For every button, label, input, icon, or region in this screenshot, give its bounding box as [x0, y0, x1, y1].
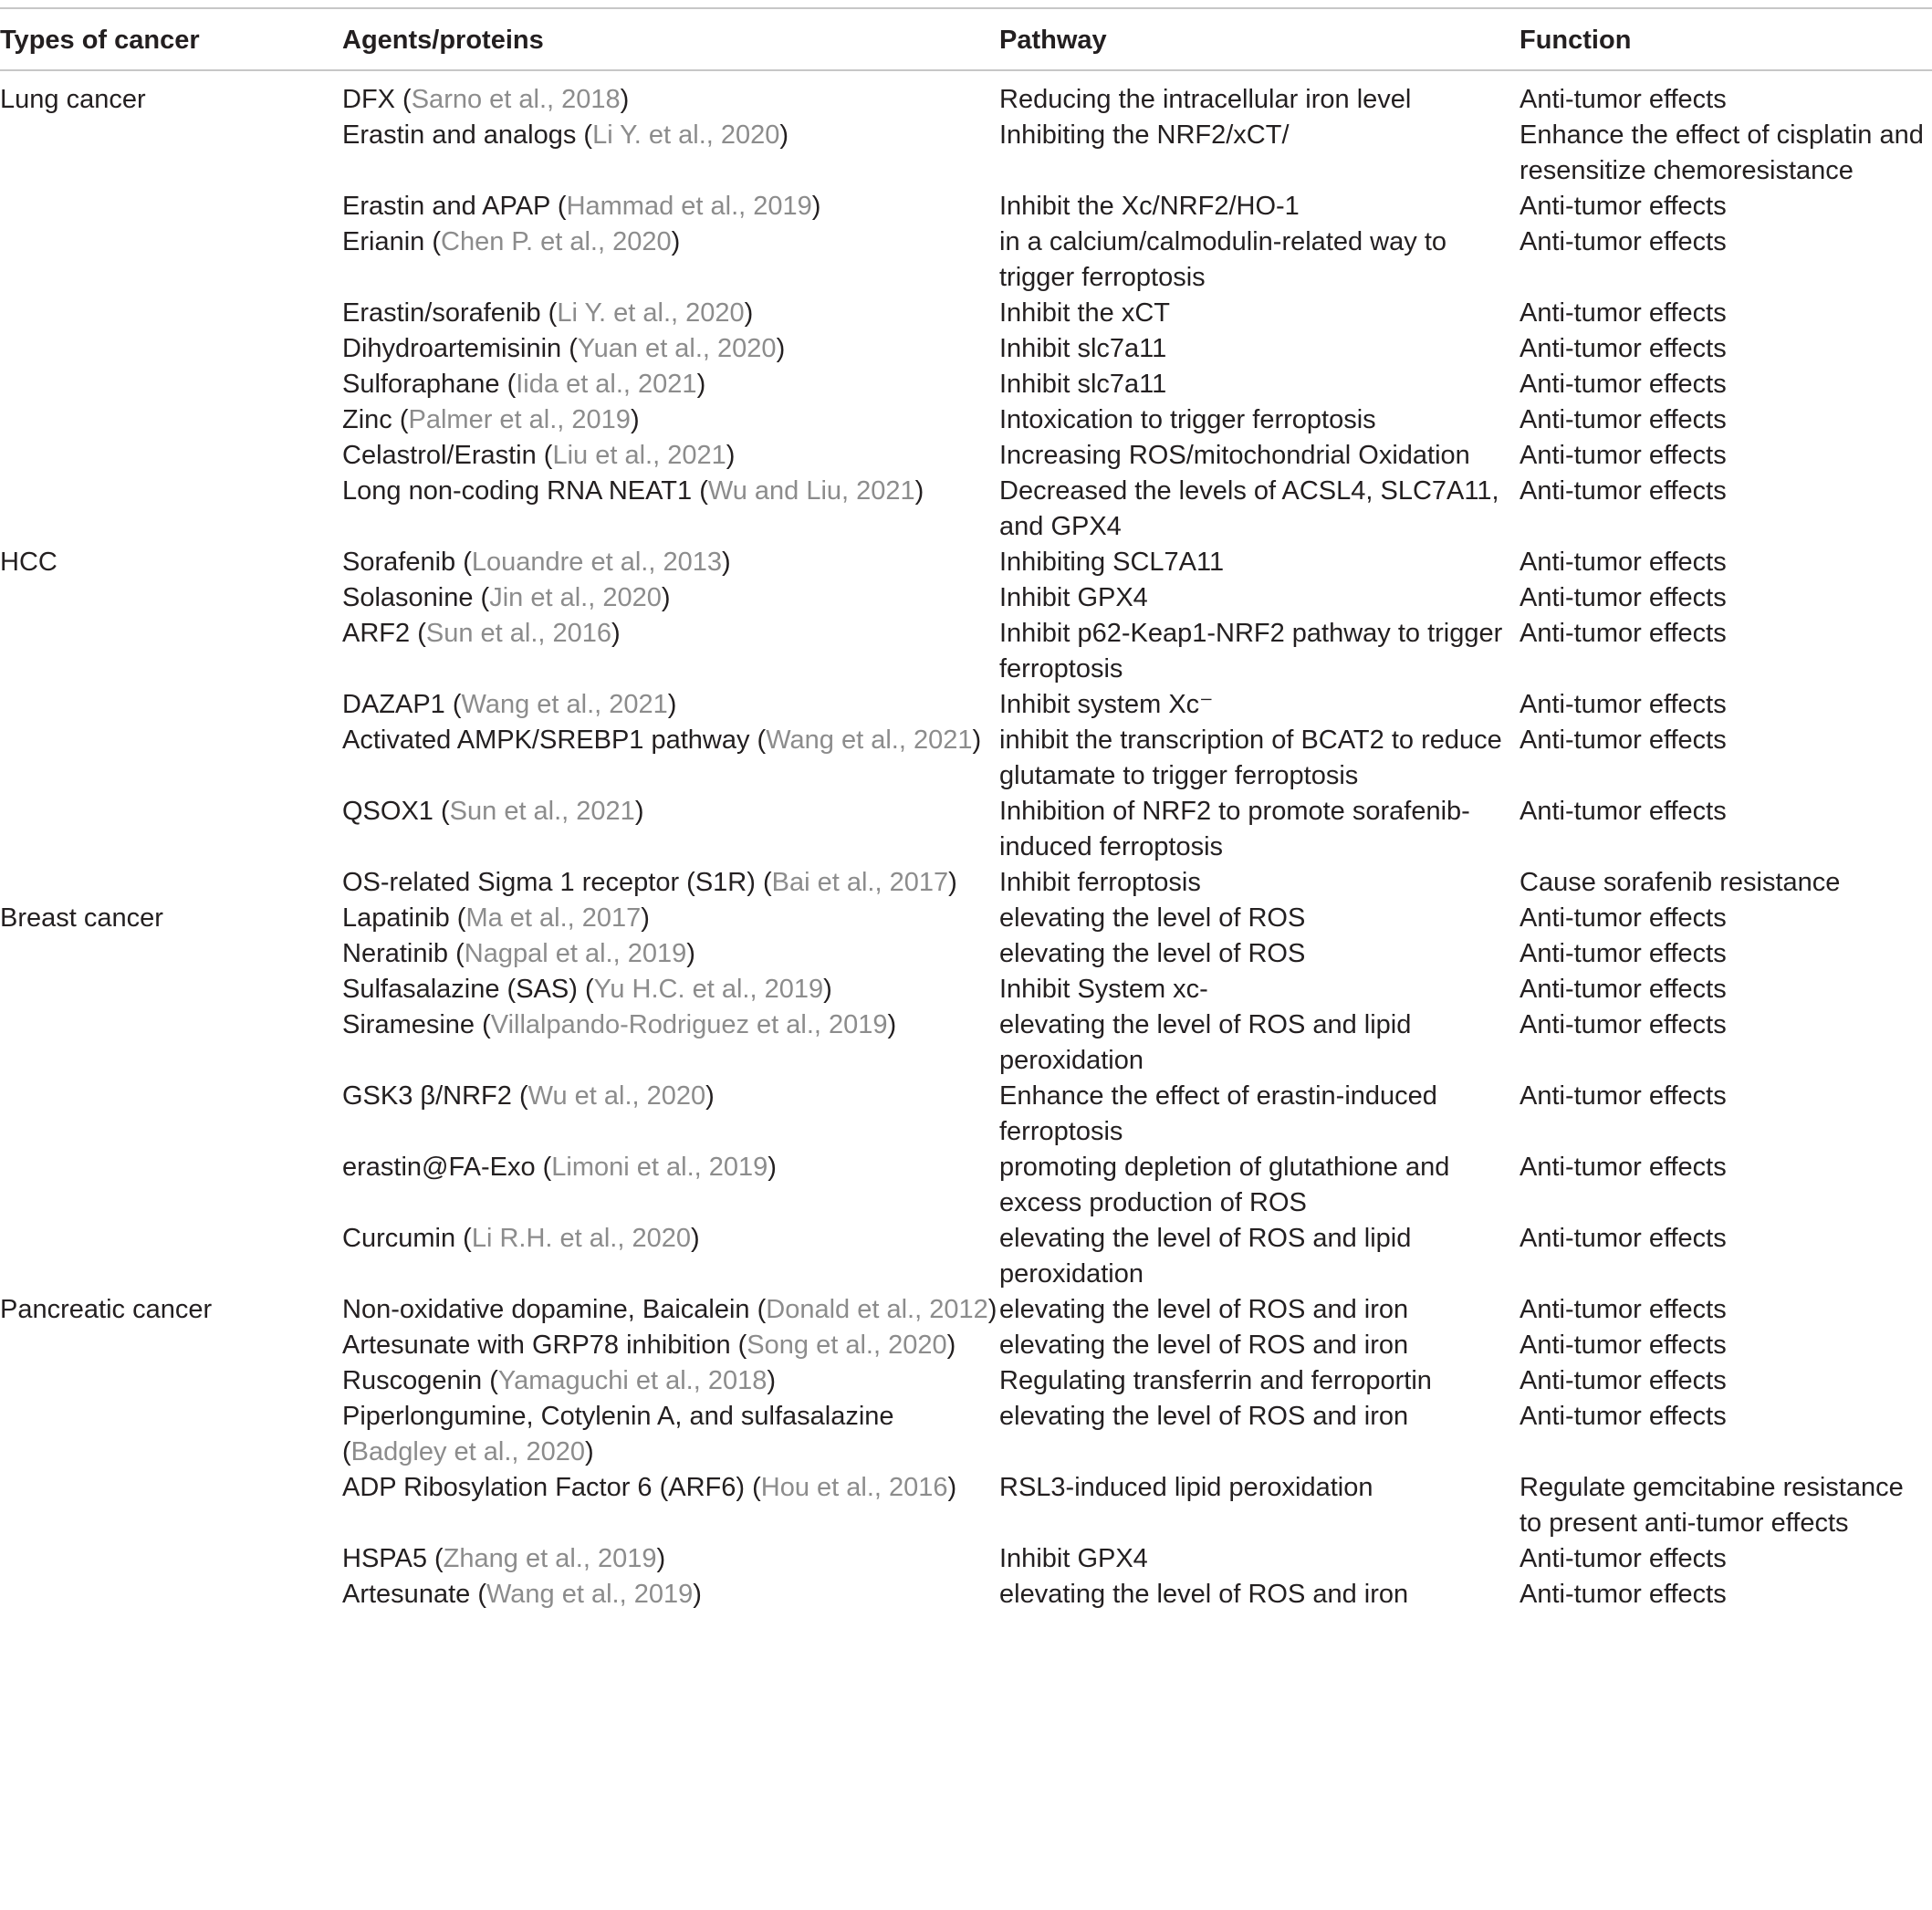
pathway-cell: Inhibit p62-Keap1-NRF2 pathway to trigger ferroptosis — [999, 619, 1503, 684]
pathway-cell: Inhibit the Xc/NRF2/HO-1 — [999, 192, 1300, 221]
agent-name: Erastin/sorafenib — [342, 298, 541, 328]
agent-name: Dihydroartemisinin — [342, 334, 562, 363]
table-header-row — [0, 8, 1932, 70]
agent-cell: GSK3 β/NRF2 (Wu et al., 2020) — [342, 1081, 715, 1111]
table-row — [0, 936, 1932, 972]
agent-cell: Lapatinib (Ma et al., 2017) — [342, 903, 650, 933]
table-row — [0, 687, 1932, 723]
function-cell: Anti-tumor effects — [1519, 975, 1727, 1004]
function-cell: Anti-tumor effects — [1519, 1153, 1727, 1182]
citation-link[interactable]: Bai et al., 2017 — [771, 868, 949, 897]
citation-link[interactable]: Li R.H. et al., 2020 — [471, 1224, 691, 1253]
agent-name: ADP Ribosylation Factor 6 (ARF6) — [342, 1473, 746, 1502]
citation-link[interactable]: Liu et al., 2021 — [552, 441, 726, 470]
cancer-type-cell — [0, 1399, 342, 1470]
cancer-type-cell — [0, 1363, 342, 1399]
agent-name: Sulfasalazine (SAS) — [342, 975, 578, 1004]
cancer-type-cell — [0, 367, 342, 402]
agent-cell: Erastin/sorafenib (Li Y. et al., 2020) — [342, 298, 754, 328]
agent-cell: Non-oxidative dopamine, Baicalein (Donald et al., 2012) — [342, 1295, 997, 1324]
function-cell: Enhance the effect of cisplatin and resensitize chemoresistance — [1519, 120, 1924, 185]
agent-cell: QSOX1 (Sun et al., 2021) — [342, 797, 644, 826]
table-row — [0, 1079, 1932, 1150]
agent-name: Celastrol/Erastin — [342, 441, 537, 470]
agent-cell: erastin@FA-Exo (Limoni et al., 2019) — [342, 1153, 777, 1182]
agent-cell: Ruscogenin (Yamaguchi et al., 2018) — [342, 1366, 777, 1395]
citation-link[interactable]: Wang et al., 2021 — [766, 725, 973, 755]
table-row — [0, 723, 1932, 794]
function-cell: Anti-tumor effects — [1519, 192, 1727, 221]
agent-cell: Artesunate (Wang et al., 2019) — [342, 1580, 702, 1609]
agent-cell: Sorafenib (Louandre et al., 2013) — [342, 548, 731, 577]
function-cell: Anti-tumor effects — [1519, 1402, 1727, 1431]
agent-cell: Solasonine (Jin et al., 2020) — [342, 583, 671, 612]
pathway-cell: Reducing the intracellular iron level — [999, 85, 1412, 114]
function-cell: Anti-tumor effects — [1519, 334, 1727, 363]
agent-name: Long non-coding RNA NEAT1 — [342, 476, 693, 506]
table-row — [0, 367, 1932, 402]
agent-name: Artesunate with GRP78 inhibition — [342, 1331, 731, 1360]
citation-link[interactable]: Wang et al., 2021 — [461, 690, 668, 719]
table-row — [0, 331, 1932, 367]
agent-cell: Piperlongumine, Cotylenin A, and sulfasalazine (Badgley et al., 2020) — [342, 1402, 894, 1466]
cancer-type-cell — [0, 1470, 342, 1541]
citation-link[interactable]: Zhang et al., 2019 — [443, 1544, 657, 1573]
table-row — [0, 296, 1932, 331]
table-row — [0, 70, 1932, 118]
agent-cell: Erianin (Chen P. et al., 2020) — [342, 227, 681, 256]
ferroptosis-agents-table — [0, 7, 1932, 1613]
table-row — [0, 118, 1932, 189]
cancer-type-cell: Pancreatic cancer — [0, 1295, 213, 1324]
agent-name: Siramesine — [342, 1010, 475, 1039]
pathway-cell: elevating the level of ROS and iron — [999, 1295, 1409, 1324]
citation-link[interactable]: Hou et al., 2016 — [760, 1473, 948, 1502]
agent-name: Sulforaphane — [342, 370, 500, 399]
table-row — [0, 1007, 1932, 1079]
cancer-type-cell — [0, 1221, 342, 1292]
table-row — [0, 972, 1932, 1007]
pathway-cell: elevating the level of ROS and iron — [999, 1331, 1409, 1360]
function-cell: Anti-tumor effects — [1519, 1331, 1727, 1360]
agent-name: Erastin and APAP — [342, 192, 550, 221]
agent-name: OS-related Sigma 1 receptor (S1R) — [342, 868, 756, 897]
citation-link[interactable]: Nagpal et al., 2019 — [464, 939, 687, 968]
cancer-type-cell — [0, 1079, 342, 1150]
table-row — [0, 224, 1932, 296]
function-cell: Anti-tumor effects — [1519, 548, 1727, 577]
cancer-type-cell — [0, 687, 342, 723]
pathway-cell: promoting depletion of glutathione and excess production of ROS — [999, 1153, 1450, 1217]
agent-name: DFX — [342, 85, 395, 114]
header-cancer-type: Types of cancer — [0, 8, 342, 70]
citation-link[interactable]: Limoni et al., 2019 — [551, 1153, 768, 1182]
table-row — [0, 901, 1932, 936]
function-cell: Regulate gemcitabine resistance to present anti-tumor effects — [1519, 1473, 1904, 1538]
pathway-cell: inhibit the transcription of BCAT2 to reduce glutamate to trigger ferroptosis — [999, 725, 1502, 790]
agent-cell: DFX (Sarno et al., 2018) — [342, 85, 630, 114]
agent-name: Artesunate — [342, 1580, 471, 1609]
citation-link[interactable]: Yuan et al., 2020 — [577, 334, 777, 363]
pathway-cell: Inhibit GPX4 — [999, 1544, 1148, 1573]
citation-link[interactable]: Yamaguchi et al., 2018 — [497, 1366, 768, 1395]
cancer-type-cell — [0, 189, 342, 224]
cancer-type-cell — [0, 1577, 342, 1613]
pathway-cell: Enhance the effect of erastin-induced ferroptosis — [999, 1081, 1437, 1146]
agent-cell: HSPA5 (Zhang et al., 2019) — [342, 1544, 666, 1573]
citation-link[interactable]: Iida et al., 2021 — [516, 370, 697, 399]
agent-cell: Neratinib (Nagpal et al., 2019) — [342, 939, 695, 968]
pathway-cell: Increasing ROS/mitochondrial Oxidation — [999, 441, 1470, 470]
cancer-type-cell — [0, 474, 342, 545]
table-row — [0, 1541, 1932, 1577]
citation-link[interactable]: Li Y. et al., 2020 — [592, 120, 780, 150]
cancer-type-cell — [0, 936, 342, 972]
table-row — [0, 1150, 1932, 1221]
function-cell: Anti-tumor effects — [1519, 476, 1727, 506]
cancer-type-cell — [0, 402, 342, 438]
pathway-cell: elevating the level of ROS and lipid peroxidation — [999, 1224, 1412, 1289]
citation-link[interactable]: Villalpando-Rodriguez et al., 2019 — [490, 1010, 888, 1039]
function-cell: Anti-tumor effects — [1519, 690, 1727, 719]
cancer-type-cell — [0, 794, 342, 865]
table-row — [0, 1399, 1932, 1470]
cancer-type-cell — [0, 331, 342, 367]
agent-name: Lapatinib — [342, 903, 450, 933]
pathway-cell: elevating the level of ROS and iron — [999, 1580, 1409, 1609]
agent-name: Erastin and analogs — [342, 120, 577, 150]
citation-link[interactable]: Li Y. et al., 2020 — [557, 298, 745, 328]
pathway-cell: elevating the level of ROS and lipid peroxidation — [999, 1010, 1412, 1075]
agent-cell: Curcumin (Li R.H. et al., 2020) — [342, 1224, 700, 1253]
pathway-cell: Inhibit slc7a11 — [999, 370, 1167, 399]
agent-cell: Celastrol/Erastin (Liu et al., 2021) — [342, 441, 736, 470]
cancer-type-cell — [0, 616, 342, 687]
pathway-cell: in a calcium/calmodulin-related way to trigger ferroptosis — [999, 227, 1446, 292]
table-row — [0, 1470, 1932, 1541]
function-cell: Anti-tumor effects — [1519, 1010, 1727, 1039]
function-cell: Anti-tumor effects — [1519, 441, 1727, 470]
table-body — [0, 70, 1932, 1613]
function-cell: Anti-tumor effects — [1519, 797, 1727, 826]
table-row — [0, 545, 1932, 580]
citation-link[interactable]: Hammad et al., 2019 — [566, 192, 812, 221]
pathway-cell: Decreased the levels of ACSL4, SLC7A11, and GPX4 — [999, 476, 1499, 541]
agent-cell: Zinc (Palmer et al., 2019) — [342, 405, 640, 434]
function-cell: Anti-tumor effects — [1519, 1544, 1727, 1573]
agent-cell: Siramesine (Villalpando-Rodriguez et al., 2019) — [342, 1010, 897, 1039]
pathway-cell: Inhibit System xc- — [999, 975, 1208, 1004]
agent-name: Zinc — [342, 405, 392, 434]
agent-name: QSOX1 — [342, 797, 433, 826]
pathway-cell: Inhibit ferroptosis — [999, 868, 1201, 897]
function-cell: Anti-tumor effects — [1519, 903, 1727, 933]
agent-name: Piperlongumine, Cotylenin A, and sulfasalazine — [342, 1402, 894, 1431]
pathway-cell: Inhibit system Xc⁻ — [999, 690, 1214, 719]
function-cell: Anti-tumor effects — [1519, 370, 1727, 399]
function-cell: Anti-tumor effects — [1519, 85, 1727, 114]
table-row — [0, 1363, 1932, 1399]
citation-link[interactable]: Wang et al., 2019 — [486, 1580, 694, 1609]
cancer-type-cell — [0, 438, 342, 474]
function-cell: Cause sorafenib resistance — [1519, 868, 1841, 897]
pathway-cell: Intoxication to trigger ferroptosis — [999, 405, 1376, 434]
pathway-cell: elevating the level of ROS — [999, 939, 1306, 968]
cancer-type-cell — [0, 580, 342, 616]
table-row — [0, 1577, 1932, 1613]
citation-link[interactable]: Jin et al., 2020 — [489, 583, 662, 612]
table-row — [0, 616, 1932, 687]
citation-link[interactable]: Song et al., 2020 — [747, 1331, 947, 1360]
agent-cell: Erastin and APAP (Hammad et al., 2019) — [342, 192, 821, 221]
agent-cell: Sulfasalazine (SAS) (Yu H.C. et al., 2019) — [342, 975, 832, 1004]
cancer-type-cell — [0, 1328, 342, 1363]
citation-link[interactable]: Louandre et al., 2013 — [471, 548, 722, 577]
table-row — [0, 1292, 1932, 1328]
agent-cell: Activated AMPK/SREBP1 pathway (Wang et al., 2021) — [342, 725, 982, 755]
agent-name: Non-oxidative dopamine, Baicalein — [342, 1295, 750, 1324]
agent-name: Activated AMPK/SREBP1 pathway — [342, 725, 750, 755]
agent-cell: Sulforaphane (Iida et al., 2021) — [342, 370, 706, 399]
function-cell: Anti-tumor effects — [1519, 1366, 1727, 1395]
citation-link[interactable]: Badgley et al., 2020 — [350, 1437, 586, 1466]
agent-name: Solasonine — [342, 583, 474, 612]
agent-cell: Long non-coding RNA NEAT1 (Wu and Liu, 2021) — [342, 476, 924, 506]
cancer-type-cell — [0, 865, 342, 901]
table-row — [0, 1328, 1932, 1363]
agent-cell: Artesunate with GRP78 inhibition (Song et al., 2020) — [342, 1331, 956, 1360]
pathway-cell: Inhibit slc7a11 — [999, 334, 1167, 363]
citation-link[interactable]: Wu and Liu, 2021 — [707, 476, 915, 506]
citation-link[interactable]: Chen P. et al., 2020 — [441, 227, 672, 256]
citation-link[interactable]: Donald et al., 2012 — [766, 1295, 988, 1324]
citation-link[interactable]: Wu et al., 2020 — [527, 1081, 706, 1111]
function-cell: Anti-tumor effects — [1519, 619, 1727, 648]
citation-link[interactable]: Sun et al., 2016 — [425, 619, 612, 648]
agent-name: Ruscogenin — [342, 1366, 483, 1395]
cancer-type-cell: Lung cancer — [0, 85, 146, 114]
pathway-cell: RSL3-induced lipid peroxidation — [999, 1473, 1373, 1502]
function-cell: Anti-tumor effects — [1519, 1295, 1727, 1324]
agent-name: Curcumin — [342, 1224, 456, 1253]
function-cell: Anti-tumor effects — [1519, 1580, 1727, 1609]
table-row — [0, 189, 1932, 224]
table-row — [0, 438, 1932, 474]
citation-link[interactable]: Ma et al., 2017 — [465, 903, 642, 933]
cancer-type-cell — [0, 224, 342, 296]
function-cell: Anti-tumor effects — [1519, 583, 1727, 612]
citation-link[interactable]: Sun et al., 2021 — [449, 797, 635, 826]
header-pathway: Pathway — [999, 8, 1519, 70]
function-cell: Anti-tumor effects — [1519, 725, 1727, 755]
agent-cell: Dihydroartemisinin (Yuan et al., 2020) — [342, 334, 786, 363]
agent-name: Sorafenib — [342, 548, 456, 577]
pathway-cell: elevating the level of ROS — [999, 903, 1306, 933]
table-row — [0, 402, 1932, 438]
agent-name: GSK3 β/NRF2 — [342, 1081, 512, 1111]
cancer-type-cell: Breast cancer — [0, 903, 163, 933]
pathway-cell: Inhibit the xCT — [999, 298, 1170, 328]
pathway-cell: Inhibition of NRF2 to promote sorafenib-induced ferroptosis — [999, 797, 1470, 861]
agent-cell: Erastin and analogs (Li Y. et al., 2020) — [342, 120, 789, 150]
citation-link[interactable]: Sarno et al., 2018 — [411, 85, 621, 114]
header-function: Function — [1519, 8, 1932, 70]
function-cell: Anti-tumor effects — [1519, 1081, 1727, 1111]
agent-cell: ARF2 (Sun et al., 2016) — [342, 619, 621, 648]
citation-link[interactable]: Palmer et al., 2019 — [408, 405, 631, 434]
agent-cell: ADP Ribosylation Factor 6 (ARF6) (Hou et al., 2016) — [342, 1473, 957, 1502]
cancer-type-cell — [0, 972, 342, 1007]
pathway-cell: Inhibiting SCL7A11 — [999, 548, 1225, 577]
pathway-cell: Inhibiting the NRF2/xCT/ — [999, 120, 1290, 150]
agent-name: ARF2 — [342, 619, 411, 648]
citation-link[interactable]: Yu H.C. et al., 2019 — [593, 975, 824, 1004]
table-row — [0, 1221, 1932, 1292]
function-cell: Anti-tumor effects — [1519, 227, 1727, 256]
agent-cell: DAZAP1 (Wang et al., 2021) — [342, 690, 677, 719]
agent-name: erastin@FA-Exo — [342, 1153, 536, 1182]
cancer-type-cell — [0, 118, 342, 189]
table-row — [0, 580, 1932, 616]
agent-cell: OS-related Sigma 1 receptor (S1R) (Bai et al., 2017) — [342, 868, 957, 897]
pathway-cell: Inhibit GPX4 — [999, 583, 1148, 612]
cancer-type-cell — [0, 1541, 342, 1577]
function-cell: Anti-tumor effects — [1519, 405, 1727, 434]
function-cell: Anti-tumor effects — [1519, 298, 1727, 328]
pathway-cell: elevating the level of ROS and iron — [999, 1402, 1409, 1431]
function-cell: Anti-tumor effects — [1519, 1224, 1727, 1253]
agent-name: Erianin — [342, 227, 425, 256]
agent-name: Neratinib — [342, 939, 449, 968]
agent-name: HSPA5 — [342, 1544, 427, 1573]
header-agents: Agents/proteins — [342, 8, 999, 70]
pathway-cell: Regulating transferrin and ferroportin — [999, 1366, 1432, 1395]
table-row — [0, 474, 1932, 545]
cancer-type-cell: HCC — [0, 548, 57, 577]
cancer-type-cell — [0, 723, 342, 794]
cancer-type-cell — [0, 1007, 342, 1079]
cancer-type-cell — [0, 1150, 342, 1221]
agent-name: DAZAP1 — [342, 690, 445, 719]
table-row — [0, 865, 1932, 901]
table-row — [0, 794, 1932, 865]
cancer-type-cell — [0, 296, 342, 331]
function-cell: Anti-tumor effects — [1519, 939, 1727, 968]
